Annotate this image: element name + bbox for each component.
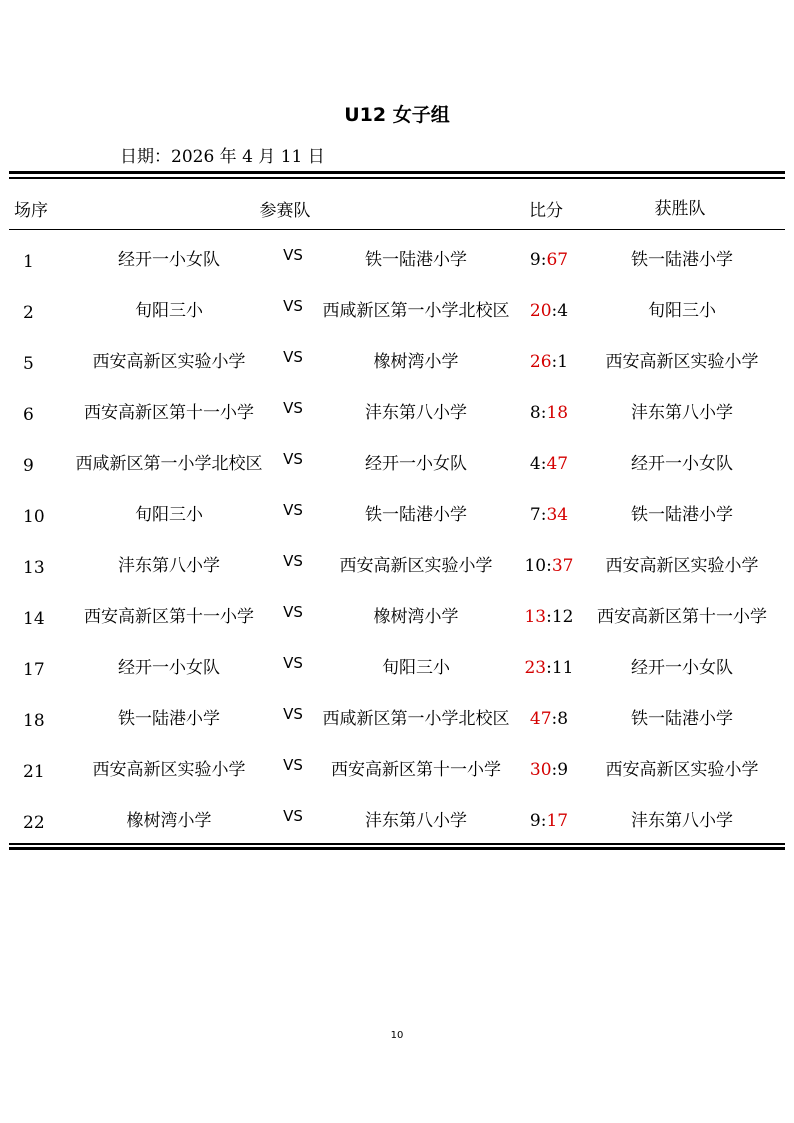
- score: [514, 403, 584, 423]
- score-separator: :: [540, 811, 547, 831]
- team-b: 铁一陆港小学: [365, 505, 467, 525]
- score: [514, 454, 584, 474]
- winner-team: 旬阳三小: [648, 301, 716, 321]
- score-separator: :: [551, 352, 558, 372]
- team-a: 西安高新区第十一小学: [84, 607, 254, 627]
- match-order: 6: [23, 405, 34, 425]
- table-row: [9, 285, 785, 336]
- vs-label: VS: [283, 654, 303, 672]
- score-separator: :: [551, 301, 558, 321]
- score-b: 34: [546, 505, 569, 525]
- team-a: 西安高新区第十一小学: [84, 403, 254, 423]
- score-a: 7: [529, 505, 541, 525]
- score-separator: :: [546, 607, 552, 627]
- vs-label: VS: [283, 501, 303, 519]
- match-order: 21: [23, 762, 45, 782]
- score: [514, 352, 584, 372]
- score-b: 17: [546, 811, 569, 831]
- vs-label: VS: [283, 297, 303, 315]
- vs-label: VS: [283, 246, 303, 264]
- score-b: 67: [546, 250, 569, 270]
- match-order: 1: [23, 252, 34, 272]
- winner-team: 经开一小女队: [631, 454, 733, 474]
- score-separator: :: [551, 760, 558, 780]
- team-b: 沣东第八小学: [365, 403, 467, 423]
- team-a: 铁一陆港小学: [118, 709, 220, 729]
- results-table: [9, 234, 785, 846]
- team-a: 西安高新区实验小学: [92, 760, 246, 780]
- score-a: 30: [529, 760, 552, 780]
- team-a: 西安高新区实验小学: [92, 352, 246, 372]
- table-row: [9, 693, 785, 744]
- score-b: 47: [546, 454, 569, 474]
- team-b: 旬阳三小: [382, 658, 450, 678]
- team-a: 经开一小女队: [118, 658, 220, 678]
- vs-label: VS: [283, 399, 303, 417]
- table-row: [9, 591, 785, 642]
- winner-team: 铁一陆港小学: [631, 505, 733, 525]
- score-a: 10: [524, 556, 547, 576]
- score-b: 8: [557, 709, 569, 729]
- score: [514, 709, 584, 729]
- winner-team: 经开一小女队: [631, 658, 733, 678]
- match-order: 17: [23, 660, 45, 680]
- score-separator: :: [540, 403, 547, 423]
- match-order: 5: [23, 354, 34, 374]
- score-a: 4: [529, 454, 541, 474]
- match-order: 13: [23, 558, 45, 578]
- vs-label: VS: [283, 807, 303, 825]
- team-b: 西咸新区第一小学北校区: [322, 709, 510, 729]
- match-date: 日期：2026 年 4 月 11 日: [120, 147, 325, 167]
- header-teams: 参赛队: [259, 201, 311, 221]
- score-b: 1: [557, 352, 569, 372]
- score-a: 26: [529, 352, 552, 372]
- winner-team: 西安高新区实验小学: [605, 352, 759, 372]
- header-rule: [9, 229, 785, 230]
- match-order: 10: [23, 507, 45, 527]
- team-a: 旬阳三小: [135, 505, 203, 525]
- score-a: 20: [529, 301, 552, 321]
- score-a: 23: [524, 658, 547, 678]
- table-row: [9, 336, 785, 387]
- match-order: 9: [23, 456, 34, 476]
- score-b: 4: [557, 301, 569, 321]
- table-row: [9, 234, 785, 285]
- score-a: 9: [529, 250, 541, 270]
- match-order: 14: [23, 609, 45, 629]
- score-a: 9: [529, 811, 541, 831]
- score-b: 12: [551, 607, 574, 627]
- table-row: [9, 540, 785, 591]
- score: [514, 556, 584, 576]
- winner-team: 西安高新区实验小学: [605, 760, 759, 780]
- score-separator: :: [546, 658, 552, 678]
- match-order: 2: [23, 303, 34, 323]
- winner-team: 铁一陆港小学: [631, 250, 733, 270]
- score: [514, 658, 584, 678]
- team-b: 铁一陆港小学: [365, 250, 467, 270]
- score: [514, 250, 584, 270]
- team-a: 沣东第八小学: [118, 556, 220, 576]
- table-top-rule: [9, 171, 785, 179]
- vs-label: VS: [283, 450, 303, 468]
- score-a: 13: [524, 607, 547, 627]
- team-b: 西安高新区第十一小学: [331, 760, 501, 780]
- score-separator: :: [546, 556, 552, 576]
- score-b: 18: [546, 403, 569, 423]
- page-title: U12 女子组: [344, 104, 450, 126]
- team-b: 西咸新区第一小学北校区: [322, 301, 510, 321]
- score-a: 8: [529, 403, 541, 423]
- score-separator: :: [540, 505, 547, 525]
- team-a: 旬阳三小: [135, 301, 203, 321]
- table-row: [9, 438, 785, 489]
- vs-label: VS: [283, 348, 303, 366]
- team-a: 西咸新区第一小学北校区: [75, 454, 263, 474]
- vs-label: VS: [283, 552, 303, 570]
- table-row: [9, 642, 785, 693]
- team-a: 橡树湾小学: [126, 811, 212, 831]
- table-row: [9, 744, 785, 795]
- score-b: 37: [551, 556, 574, 576]
- score: [514, 607, 584, 627]
- header-winner: 获胜队: [654, 199, 706, 219]
- table-row: [9, 795, 785, 846]
- table-row: [9, 387, 785, 438]
- table-row: [9, 489, 785, 540]
- score: [514, 505, 584, 525]
- score-b: 9: [557, 760, 569, 780]
- score: [514, 760, 584, 780]
- team-b: 沣东第八小学: [365, 811, 467, 831]
- score-separator: :: [540, 250, 547, 270]
- vs-label: VS: [283, 756, 303, 774]
- score-a: 47: [529, 709, 552, 729]
- score-b: 11: [551, 658, 574, 678]
- team-b: 橡树湾小学: [373, 607, 459, 627]
- winner-team: 沣东第八小学: [631, 403, 733, 423]
- winner-team: 铁一陆港小学: [631, 709, 733, 729]
- vs-label: VS: [283, 603, 303, 621]
- score-separator: :: [551, 709, 558, 729]
- table-bottom-rule: [9, 843, 785, 850]
- team-b: 西安高新区实验小学: [339, 556, 493, 576]
- match-order: 22: [23, 813, 45, 833]
- winner-team: 西安高新区第十一小学: [597, 607, 767, 627]
- team-b: 经开一小女队: [365, 454, 467, 474]
- winner-team: 西安高新区实验小学: [605, 556, 759, 576]
- team-a: 经开一小女队: [118, 250, 220, 270]
- team-b: 橡树湾小学: [373, 352, 459, 372]
- winner-team: 沣东第八小学: [631, 811, 733, 831]
- header-order: 场序: [14, 201, 48, 221]
- header-score: 比分: [529, 201, 563, 221]
- vs-label: VS: [283, 705, 303, 723]
- score: [514, 301, 584, 321]
- match-order: 18: [23, 711, 45, 731]
- page-number: 10: [390, 1030, 404, 1041]
- score-separator: :: [540, 454, 547, 474]
- score: [514, 811, 584, 831]
